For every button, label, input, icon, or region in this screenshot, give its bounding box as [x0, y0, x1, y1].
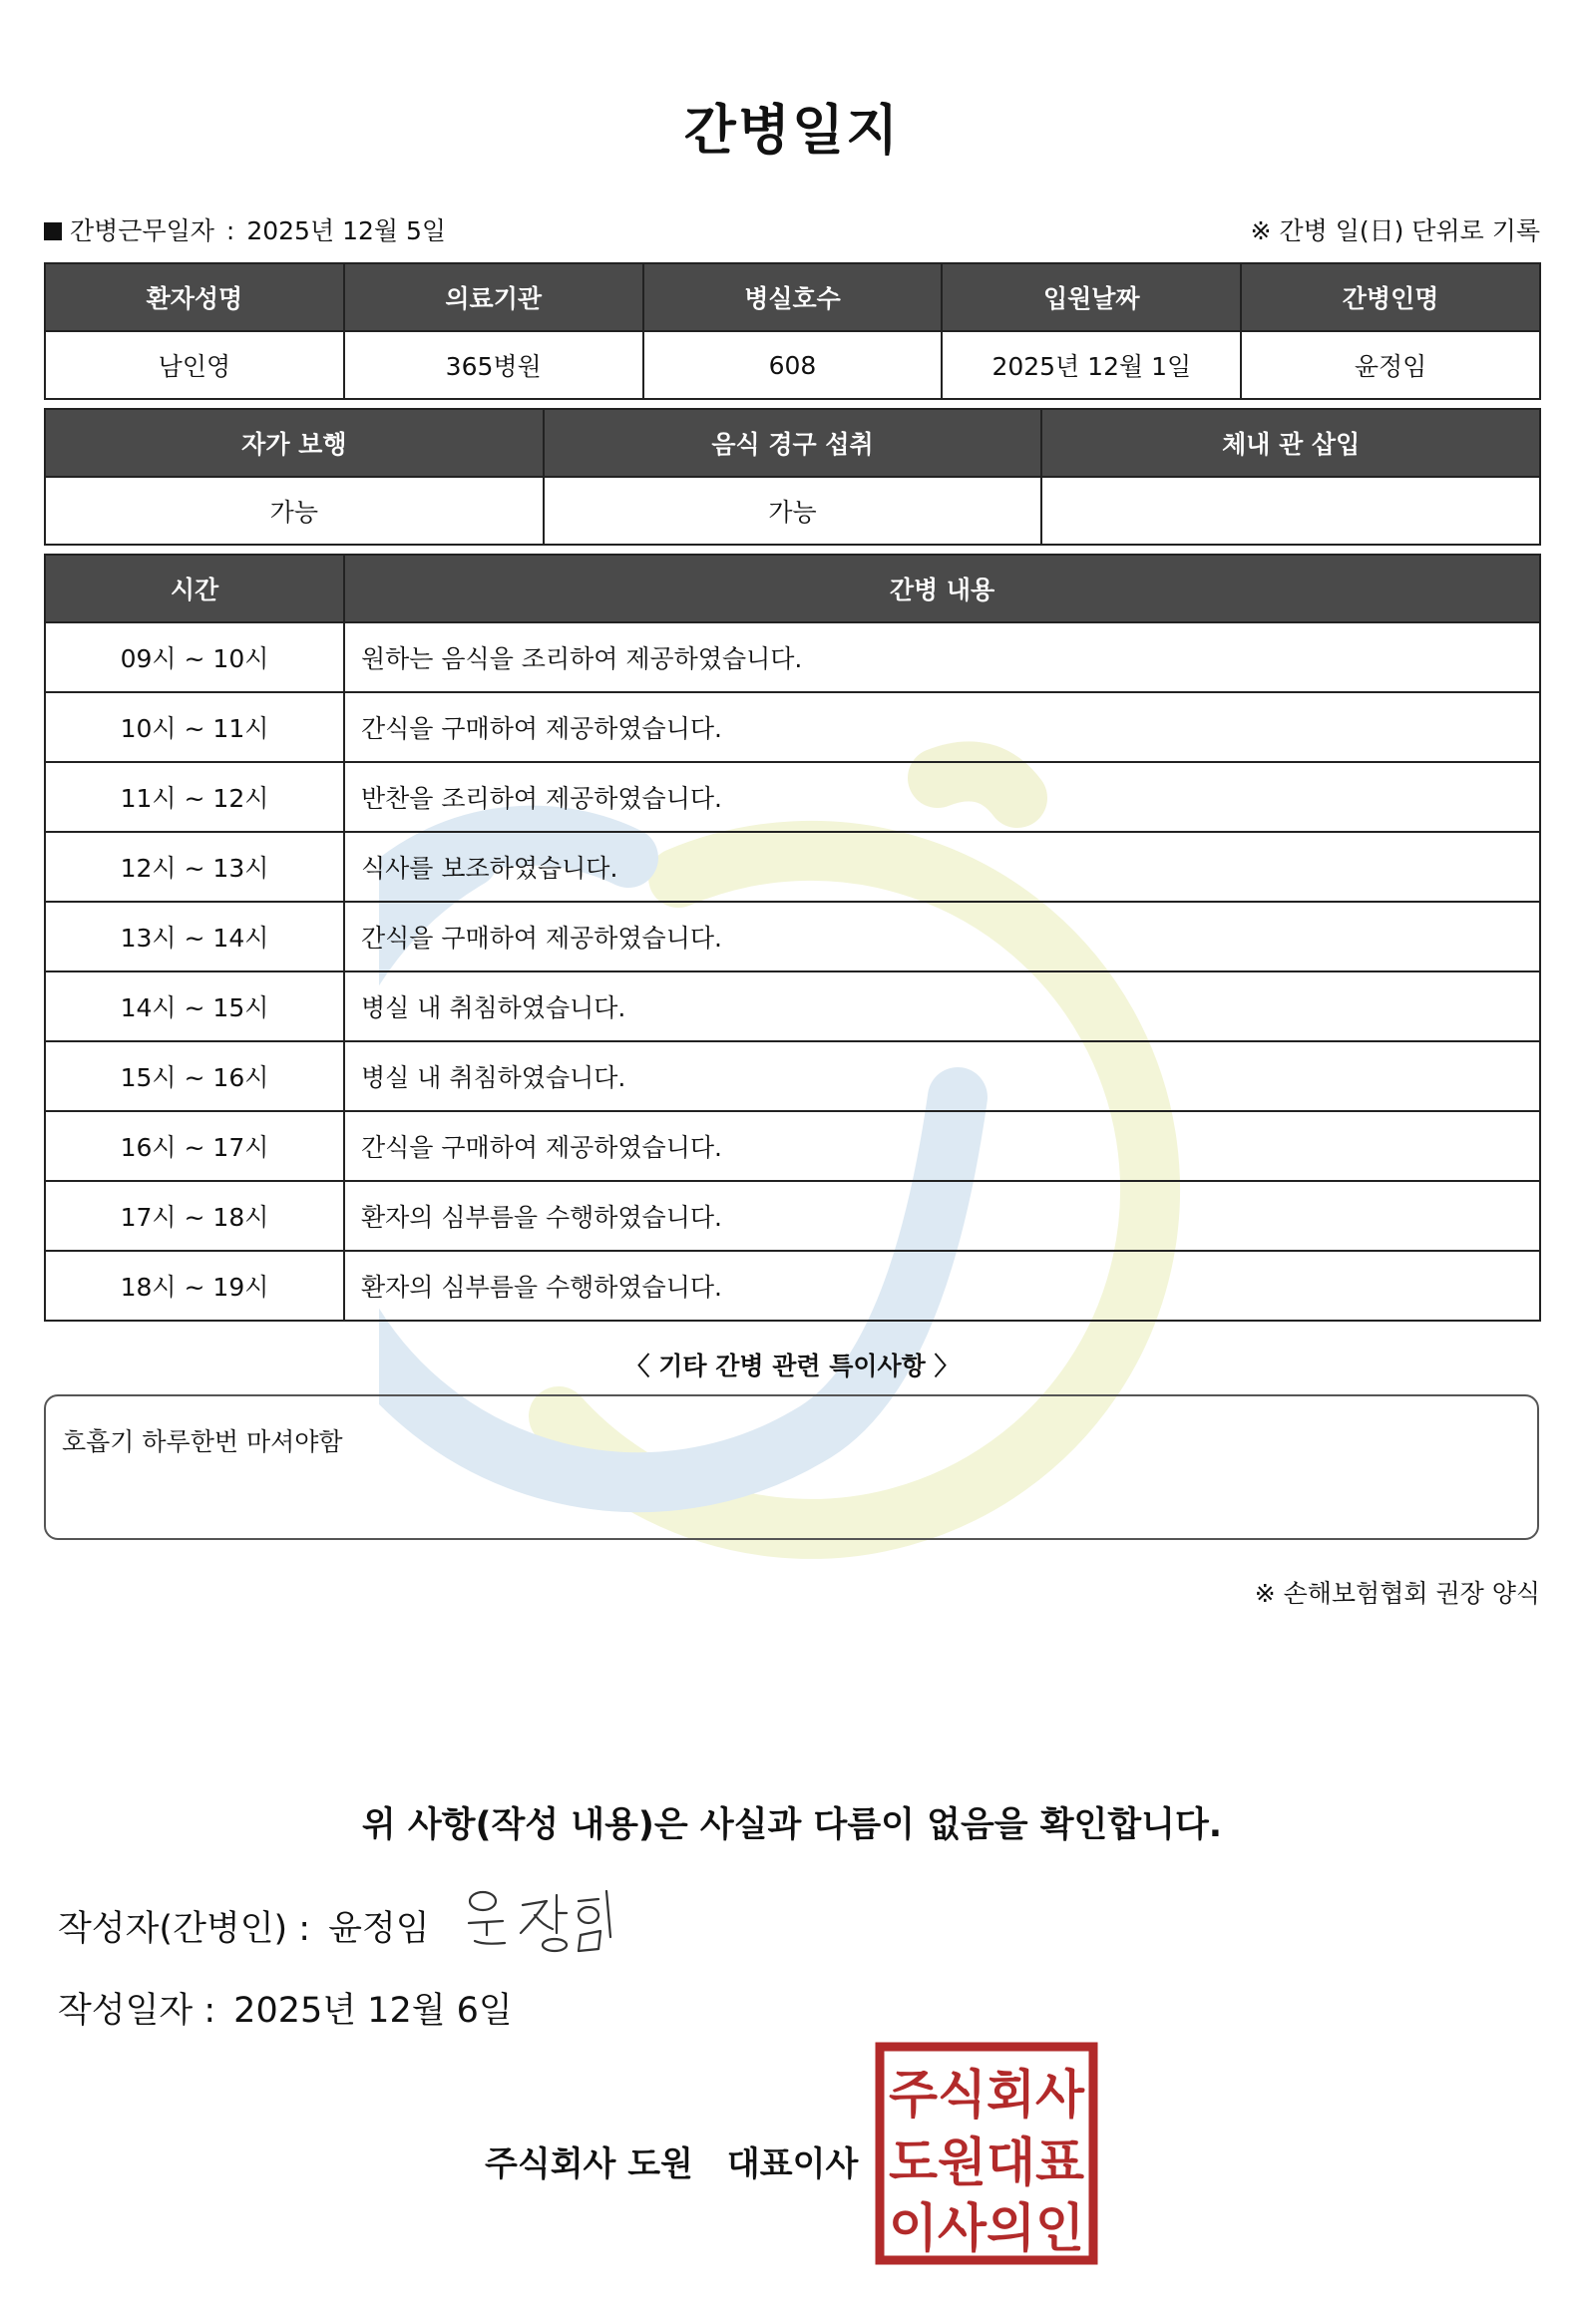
- table-row: [45, 1181, 1540, 1251]
- time-cell: 18시 ~ 19시: [45, 1251, 344, 1321]
- room-number: 608: [643, 331, 943, 399]
- writer-name: 윤정임: [328, 1909, 430, 1949]
- work-date-value: 2025년 12월 5일: [246, 216, 447, 245]
- confirmation-statement: 위 사항(작성 내용)은 사실과 다름이 없음을 확인합니다.: [361, 1805, 1223, 1845]
- writer-line: [58, 1901, 430, 1951]
- company-seal-stamp: [874, 2041, 1099, 2266]
- time-cell: 13시 ~ 14시: [45, 902, 344, 971]
- time-cell: 12시 ~ 13시: [45, 832, 344, 902]
- table-row: [45, 762, 1540, 832]
- svg-text:주식회사: 주식회사: [889, 2066, 1085, 2126]
- content-cell: 간식을 구매하여 제공하였습니다.: [344, 1111, 1540, 1181]
- table-row: [45, 1251, 1540, 1321]
- header-hospital: 의료기관: [344, 263, 643, 331]
- header-time: 시간: [45, 555, 344, 622]
- content-cell: 식사를 보조하였습니다.: [344, 832, 1540, 902]
- work-date-colon: :: [225, 216, 235, 245]
- time-cell: 10시 ~ 11시: [45, 692, 344, 762]
- company-name: 주식회사 도원: [485, 2144, 693, 2184]
- patient-header-row: [45, 263, 1540, 331]
- header-oral-intake: 음식 경구 섭취: [544, 409, 1042, 477]
- status-table: [44, 408, 1541, 546]
- unit-note: ※ 간병 일(日) 단위로 기록: [1250, 216, 1540, 245]
- header-room-number: 병실호수: [643, 263, 943, 331]
- work-date-label: 간병근무일자: [70, 216, 214, 245]
- time-cell: 15시 ~ 16시: [45, 1041, 344, 1111]
- header-patient-name: 환자성명: [45, 263, 344, 331]
- content-cell: 원하는 음식을 조리하여 제공하였습니다.: [344, 622, 1540, 692]
- status-header-row: [45, 409, 1540, 477]
- patient-name: 남인영: [45, 331, 344, 399]
- notes-box: [44, 1394, 1539, 1540]
- written-date-value: 2025년 12월 6일: [233, 1991, 513, 2031]
- svg-text:이사의인: 이사의인: [889, 2199, 1084, 2259]
- table-row: [45, 832, 1540, 902]
- admission-date: 2025년 12월 1일: [942, 331, 1241, 399]
- header-care-content: 간병 내용: [344, 555, 1540, 622]
- header-admission-date: 입원날짜: [942, 263, 1241, 331]
- table-row: [45, 1041, 1540, 1111]
- content-cell: 병실 내 취침하였습니다.: [344, 1041, 1540, 1111]
- company-line: [485, 2136, 858, 2185]
- content-cell: 간식을 구매하여 제공하였습니다.: [344, 692, 1540, 762]
- notes-text: 호흡기 하루한번 마셔야함: [62, 1427, 343, 1456]
- caregiver-name: 윤정임: [1241, 331, 1540, 399]
- header-caregiver-name: 간병인명: [1241, 263, 1540, 331]
- content-cell: 병실 내 취침하였습니다.: [344, 971, 1540, 1041]
- written-date-label: 작성일자 :: [58, 1991, 216, 2031]
- svg-text:도원대표: 도원대표: [889, 2133, 1084, 2193]
- table-row: [45, 902, 1540, 971]
- status-value-row: [45, 477, 1540, 545]
- self-walking-value: 가능: [45, 477, 544, 545]
- patient-value-row: [45, 331, 1540, 399]
- content-cell: 환자의 심부름을 수행하였습니다.: [344, 1251, 1540, 1321]
- patient-table: [44, 262, 1541, 400]
- oral-intake-value: 가능: [544, 477, 1042, 545]
- table-row: [45, 1111, 1540, 1181]
- hospital-name: 365병원: [344, 331, 643, 399]
- time-cell: 11시 ~ 12시: [45, 762, 344, 832]
- header-tube-insertion: 체내 관 삽입: [1041, 409, 1540, 477]
- care-log-header-row: [45, 555, 1540, 622]
- content-cell: 환자의 심부름을 수행하였습니다.: [344, 1181, 1540, 1251]
- recommendation-note: ※ 손해보험협회 권장 양식: [1254, 1579, 1540, 1608]
- time-cell: 17시 ~ 18시: [45, 1181, 344, 1251]
- table-row: [45, 622, 1540, 692]
- handwritten-signature: [461, 1879, 630, 1959]
- table-row: [45, 971, 1540, 1041]
- notes-label: 〈 기타 간병 관련 특이사항 〉: [624, 1352, 960, 1380]
- care-log-table: [44, 554, 1541, 1322]
- time-cell: 16시 ~ 17시: [45, 1111, 344, 1181]
- content-cell: 간식을 구매하여 제공하였습니다.: [344, 902, 1540, 971]
- work-date: [44, 211, 446, 247]
- document-meta: [44, 211, 1540, 247]
- written-date-line: [58, 1983, 513, 2033]
- writer-label: 작성자(간병인) :: [58, 1909, 311, 1949]
- table-row: [45, 692, 1540, 762]
- tube-insertion-value: [1041, 477, 1540, 545]
- company-title: 대표이사: [726, 2144, 859, 2184]
- content-cell: 반찬을 조리하여 제공하였습니다.: [344, 762, 1540, 832]
- time-cell: 14시 ~ 15시: [45, 971, 344, 1041]
- document-title: 간병일지: [683, 99, 901, 162]
- square-bullet-icon: [44, 222, 62, 240]
- header-self-walking: 자가 보행: [45, 409, 544, 477]
- time-cell: 09시 ~ 10시: [45, 622, 344, 692]
